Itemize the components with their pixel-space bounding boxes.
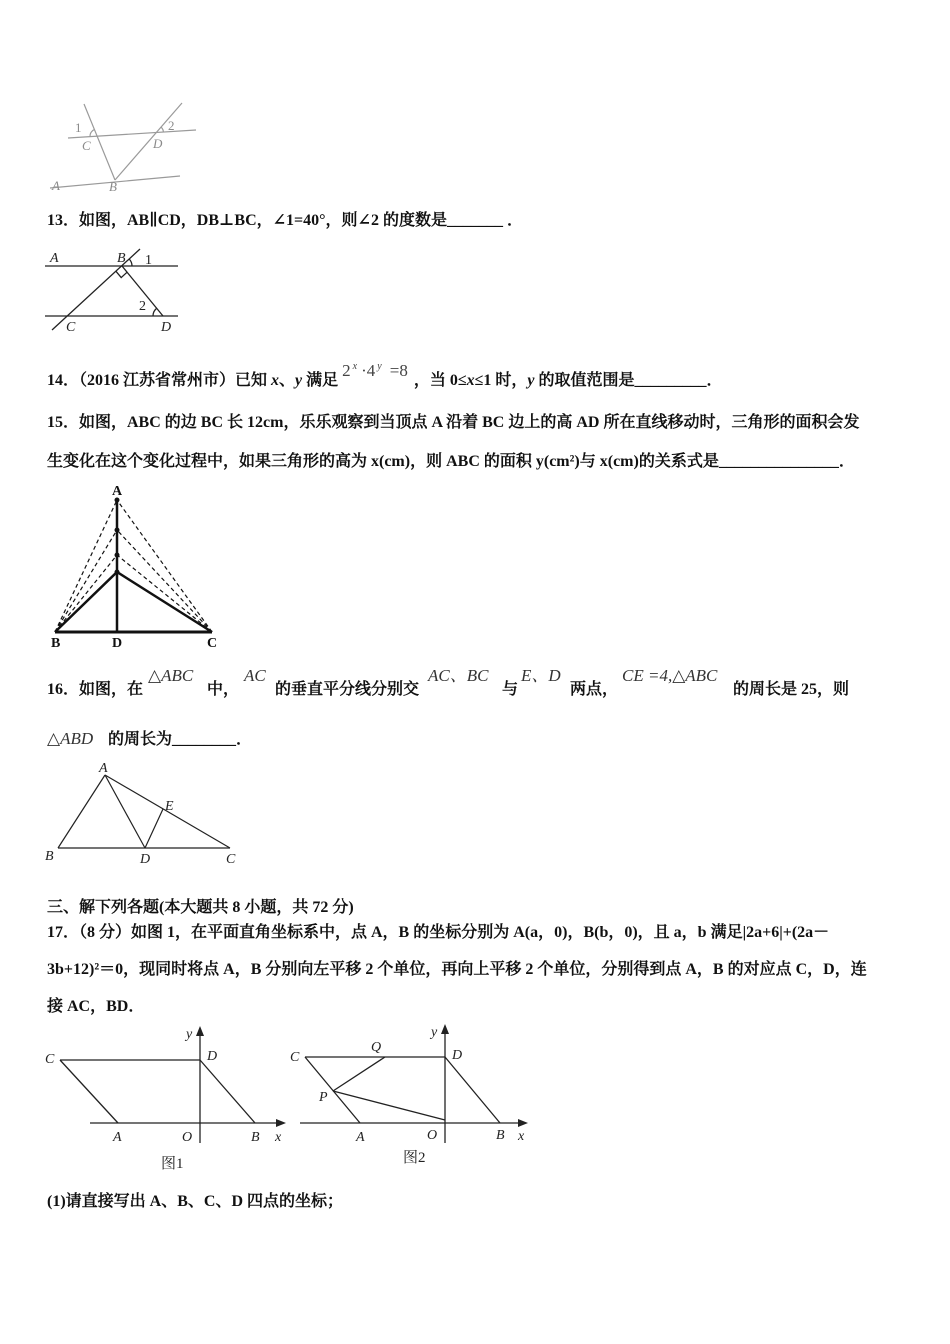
- label-origin-o: O: [427, 1128, 438, 1143]
- label-point-c: C: [226, 852, 236, 867]
- label-axis-y: y: [431, 1025, 438, 1040]
- label-point-c: C: [45, 1052, 55, 1067]
- figure-question-13: [40, 242, 190, 337]
- label-point-b: B: [51, 636, 61, 651]
- label-point-d: D: [140, 852, 151, 867]
- label-point-b: B: [251, 1130, 260, 1145]
- angle-2-arc: [153, 308, 157, 316]
- formula-exponent-x: x: [352, 361, 358, 372]
- label-axis-x: x: [275, 1130, 282, 1145]
- segment-db: [445, 1057, 500, 1123]
- question-17-line-3: 接 AC，BD．: [47, 998, 145, 1015]
- label-angle-1: 1: [75, 120, 82, 135]
- label-point-q: Q: [371, 1040, 382, 1055]
- label-point-p: P: [319, 1090, 328, 1105]
- label-point-b: B: [117, 251, 126, 266]
- moving-point-dot-2: [115, 553, 120, 558]
- label-point-d: D: [112, 636, 123, 651]
- q16-formula-ac-bc: AC、BC: [428, 666, 489, 685]
- q14-separator: 、: [279, 372, 296, 389]
- label-point-a: A: [356, 1130, 365, 1145]
- segment-pq: [333, 1057, 385, 1091]
- formula-base-4: ·4: [361, 361, 376, 380]
- question-14-text: [47, 361, 723, 390]
- figure-question-17-1: [40, 1022, 295, 1177]
- label-angle-1: 1: [145, 253, 152, 268]
- right-angle-marker: [116, 271, 127, 277]
- side-ab: [58, 775, 105, 848]
- label-point-a: A: [99, 761, 108, 776]
- question-17-line-1: 17．（8 分）如图 1，在平面直角坐标系中，点 A，B 的坐标分别为 A(a，0)，B(b，0)，且 a，b 满足|2a+6|+(2a－: [47, 924, 830, 941]
- y-axis-arrowhead: [196, 1026, 204, 1036]
- label-point-c: C: [290, 1050, 300, 1065]
- q16-formula-ac: AC: [244, 666, 266, 685]
- label-point-c: C: [66, 320, 76, 335]
- label-point-b: B: [496, 1128, 505, 1143]
- figure-2-caption: 图2: [403, 1150, 426, 1166]
- x-axis-arrowhead: [518, 1119, 528, 1127]
- q14-condition-x: x: [466, 372, 475, 389]
- label-point-e: E: [165, 799, 174, 814]
- q16-segment-3: 的垂直平分线分别交: [275, 681, 420, 698]
- figure-question-15: [40, 478, 230, 653]
- angle-1-arc: [129, 259, 132, 266]
- angle-2-arc: [161, 127, 163, 132]
- angle-1-arc: [90, 130, 94, 137]
- y-axis-arrowhead: [441, 1024, 449, 1034]
- q14-variable-x: x: [271, 372, 280, 389]
- segment-ca: [60, 1060, 118, 1123]
- q16-formula-e-d: E、D: [521, 666, 561, 685]
- q14-condition-start: ，当 0≤: [413, 372, 467, 389]
- segment-po: [333, 1091, 445, 1120]
- label-point-a: A: [52, 178, 60, 193]
- question-17-line-2: 3b+12)²＝0，现同时将点 A，B 分别向左平移 2 个单位，再向上平移 2 个单位，分别得到点 A，B 的对应点 C，D，连: [47, 961, 867, 978]
- figure-question-17-2: [290, 1020, 540, 1170]
- section-3-title: 三、解下列各题(本大题共 8 小题，共 72 分): [47, 899, 354, 916]
- q16-formula-triangle-abc: △ABC: [148, 666, 194, 685]
- formula-exponent-y: y: [377, 361, 382, 372]
- q14-condition-end: ≤1 时，: [474, 372, 528, 389]
- figure-top-parallel-lines: [40, 95, 210, 200]
- q16-segment-6: 的周长是 25，则: [733, 681, 850, 698]
- label-origin-o: O: [182, 1130, 193, 1145]
- label-point-c: C: [82, 138, 91, 153]
- moving-point-dot-3: [115, 570, 120, 575]
- formula-rhs: =8: [389, 361, 408, 380]
- label-point-a: A: [113, 1130, 122, 1145]
- q14-satisfy: 满足: [302, 372, 339, 389]
- upper-line: [68, 130, 196, 138]
- question-15-line-2: 生变化在这个变化过程中，如果三角形的高为 x(cm)，则 ABC 的面积 y(cm²)与 x(cm)的关系式是_______________．: [47, 453, 855, 470]
- q14-prefix: 14．（2016 江苏省常州市）已知: [47, 372, 272, 389]
- q16-segment-1: 16．如图，在: [47, 681, 144, 698]
- q14-variable-y: y: [295, 372, 303, 389]
- label-angle-2: 2: [139, 299, 146, 314]
- label-point-a: A: [50, 251, 59, 266]
- q16-segment-5: 两点，: [570, 681, 619, 698]
- segment-db: [200, 1060, 255, 1123]
- label-point-d: D: [207, 1049, 218, 1064]
- right-arm-line: [115, 103, 182, 180]
- q16-formula-triangle-abd: △ABD: [47, 729, 94, 748]
- q16-formula-ce-perimeter: CE =4,△ABC: [622, 666, 718, 685]
- q14-question: 的取值范围是_________．: [534, 372, 723, 389]
- figure-1-caption: 图1: [161, 1156, 184, 1172]
- label-point-b: B: [109, 179, 117, 194]
- question-17-part-1: (1)请直接写出 A、B、C、D 四点的坐标；: [47, 1193, 343, 1210]
- label-axis-x: x: [518, 1129, 525, 1144]
- label-point-a: A: [112, 484, 123, 499]
- formula-base-2: 2: [342, 361, 351, 380]
- label-point-b: B: [45, 849, 54, 864]
- q14-formula: [342, 361, 408, 380]
- moving-point-dot-1: [115, 528, 120, 533]
- label-axis-y: y: [186, 1027, 193, 1042]
- label-point-d: D: [161, 320, 172, 335]
- figure-question-16: [40, 755, 245, 870]
- segment-ad: [105, 775, 145, 848]
- label-point-d: D: [452, 1048, 463, 1063]
- label-angle-2: 2: [168, 118, 175, 133]
- segment-ca: [305, 1057, 360, 1123]
- q16-segment-4: 与: [502, 681, 519, 698]
- x-axis-arrowhead: [276, 1119, 286, 1127]
- question-15-line-1: 15．如图，ABC 的边 BC 长 12cm，乐乐观察到当顶点 A 沿着 BC 边上的高 AD 所在直线移动时，三角形的面积会发: [47, 414, 860, 431]
- dashed-line-c-a: [117, 500, 212, 632]
- q16-segment-2: 中，: [207, 681, 240, 698]
- label-point-d: D: [153, 136, 163, 151]
- question-13-text: 13．如图，AB∥CD，DB⊥BC，∠1=40°，则∠2 的度数是_______ ．: [47, 212, 523, 229]
- q14-condition-y: y: [527, 372, 535, 389]
- q16-segment-7: 的周长为________．: [108, 731, 253, 748]
- label-point-c: C: [207, 636, 218, 651]
- line-bc: [52, 249, 140, 330]
- segment-de: [145, 809, 163, 848]
